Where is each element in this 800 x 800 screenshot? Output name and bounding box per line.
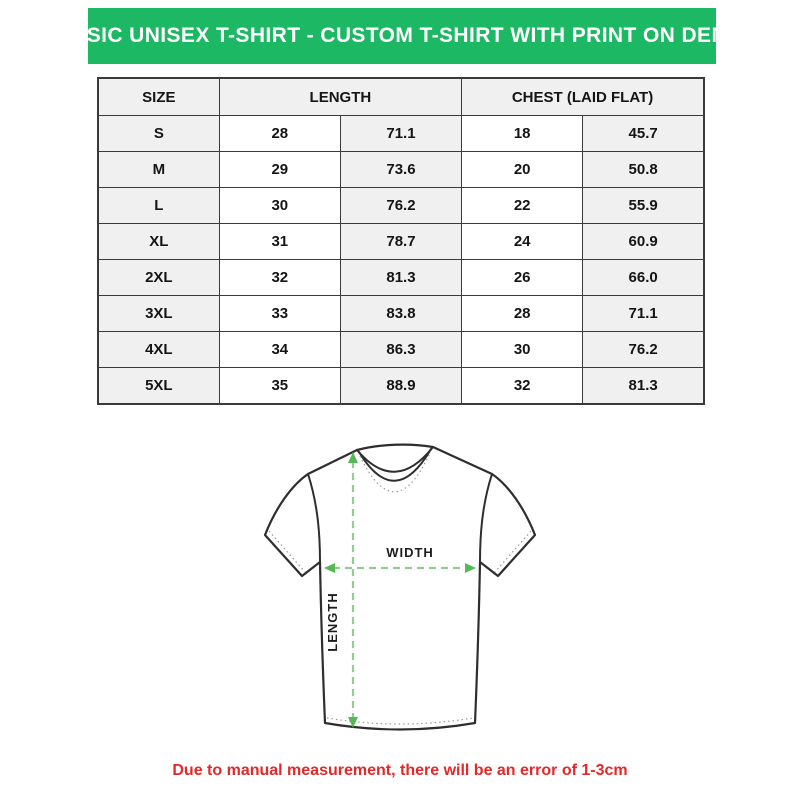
value-cell: 81.3 [340, 260, 461, 296]
size-chart-table [97, 77, 705, 405]
value-cell: 45.7 [583, 116, 704, 152]
value-cell: 60.9 [583, 224, 704, 260]
measurement-note: Due to manual measurement, there will be an error of 1-3cm [172, 762, 628, 779]
value-cell: 71.1 [340, 116, 461, 152]
value-cell: 22 [462, 188, 583, 224]
size-cell: M [98, 152, 219, 188]
value-cell: 34 [219, 332, 340, 368]
value-cell: 28 [219, 116, 340, 152]
value-cell: 30 [219, 188, 340, 224]
width-label: WIDTH [386, 545, 434, 560]
size-cell: L [98, 188, 219, 224]
value-cell: 29 [219, 152, 340, 188]
value-cell: 73.6 [340, 152, 461, 188]
value-cell: 33 [219, 296, 340, 332]
value-cell: 55.9 [583, 188, 704, 224]
column-header-size: SIZE [98, 78, 219, 116]
size-cell: XL [98, 224, 219, 260]
value-cell: 66.0 [583, 260, 704, 296]
tshirt-diagram [240, 435, 560, 755]
column-header-chest: CHEST (LAID FLAT) [462, 78, 704, 116]
value-cell: 32 [219, 260, 340, 296]
size-table-body [98, 116, 704, 405]
table-header-row [98, 78, 704, 116]
table-row [98, 152, 704, 188]
value-cell: 26 [462, 260, 583, 296]
column-header-length: LENGTH [219, 78, 461, 116]
value-cell: 76.2 [340, 188, 461, 224]
table-row [98, 260, 704, 296]
table-row [98, 368, 704, 405]
value-cell: 32 [462, 368, 583, 405]
value-cell: 71.1 [583, 296, 704, 332]
length-label: LENGTH [325, 592, 340, 652]
size-cell: 2XL [98, 260, 219, 296]
banner [27, 8, 777, 64]
table-row [98, 332, 704, 368]
value-cell: 18 [462, 116, 583, 152]
value-cell: 88.9 [340, 368, 461, 405]
value-cell: 28 [462, 296, 583, 332]
size-cell: 4XL [98, 332, 219, 368]
value-cell: 50.8 [583, 152, 704, 188]
value-cell: 81.3 [583, 368, 704, 405]
table-row [98, 296, 704, 332]
value-cell: 78.7 [340, 224, 461, 260]
value-cell: 30 [462, 332, 583, 368]
table-row [98, 188, 704, 224]
table-row [98, 224, 704, 260]
size-cell: S [98, 116, 219, 152]
size-cell: 3XL [98, 296, 219, 332]
value-cell: 20 [462, 152, 583, 188]
value-cell: 76.2 [583, 332, 704, 368]
size-cell: 5XL [98, 368, 219, 405]
page-title: CLASSIC UNISEX T-SHIRT - CUSTOM T-SHIRT WITH PRINT ON DEMAND [27, 24, 777, 47]
value-cell: 86.3 [340, 332, 461, 368]
value-cell: 24 [462, 224, 583, 260]
value-cell: 35 [219, 368, 340, 405]
value-cell: 31 [219, 224, 340, 260]
table-row [98, 116, 704, 152]
value-cell: 83.8 [340, 296, 461, 332]
tshirt-outline [265, 445, 535, 730]
